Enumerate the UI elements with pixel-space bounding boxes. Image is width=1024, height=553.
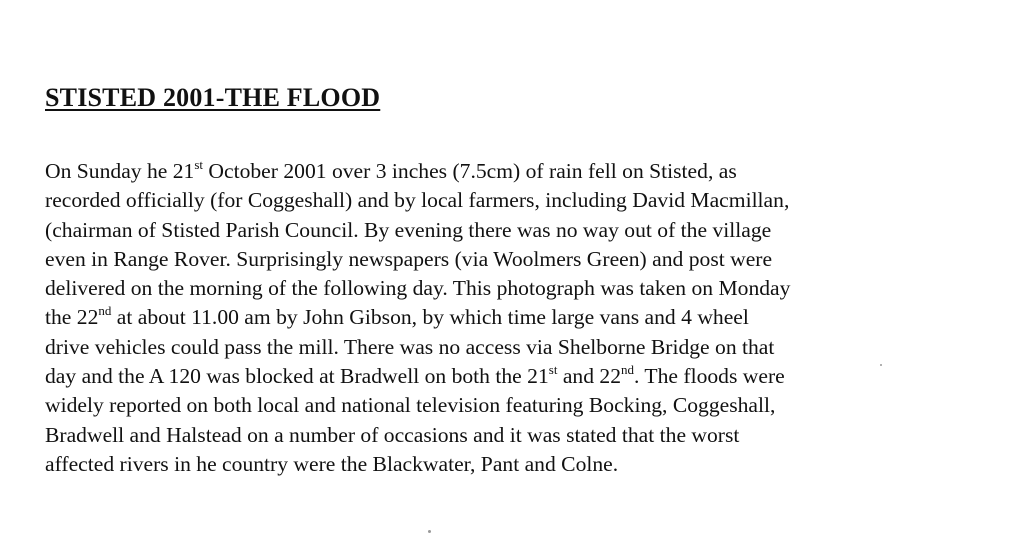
body-text-segment: day and the A 120 was blocked at Bradwell on both the 21: [45, 364, 549, 389]
ordinal-superscript: nd: [98, 303, 112, 319]
body-text-segment: On Sunday he 21: [45, 159, 195, 183]
ordinal-superscript: st: [194, 157, 204, 172]
scan-speck: [428, 530, 431, 533]
body-text-segment: recorded officially (for Coggeshall) and by local farmers, including David Macmillan,: [45, 188, 790, 213]
body-text-segment: affected rivers in he country were the Blackwater, Pant and Colne.: [45, 451, 619, 476]
body-line: [45, 303, 1005, 332]
body-paragraph: [45, 157, 1005, 479]
document-title: STISTED 2001-THE FLOOD: [45, 83, 381, 112]
body-line: [45, 362, 1005, 391]
ordinal-superscript: st: [548, 362, 558, 378]
body-text-segment: widely reported on both local and national television featuring Bocking, Coggeshall,: [45, 393, 776, 418]
body-line: [45, 450, 1005, 479]
body-line: [45, 216, 1005, 245]
body-text-segment: the 22: [45, 305, 99, 330]
body-text-segment: delivered on the morning of the following day. This photograph was taken on Monday: [45, 276, 791, 301]
body-text-segment: at about 11.00 am by John Gibson, by which time large vans and 4 wheel: [111, 305, 749, 330]
body-line: [45, 245, 1005, 274]
body-text-segment: . The floods were: [634, 364, 785, 389]
body-line: [45, 274, 1005, 303]
body-line: [45, 421, 1005, 450]
body-text-segment: October 2001 over 3 inches (7.5cm) of rain fell on Stisted, as: [203, 159, 737, 183]
body-text-segment: and 22: [557, 364, 622, 389]
body-text-segment: drive vehicles could pass the mill. There was no access via Shelborne Bridge on that: [45, 334, 775, 359]
body-text-segment: Bradwell and Halstead on a number of occasions and it was stated that the worst: [45, 422, 740, 447]
body-text-segment: even in Range Rover. Surprisingly newspapers (via Woolmers Green) and post were: [45, 246, 773, 271]
body-line: [45, 391, 1005, 420]
ordinal-superscript: nd: [621, 362, 635, 378]
body-line: [45, 157, 1005, 186]
scan-speck: [880, 364, 882, 366]
body-line: [45, 186, 1005, 215]
body-text-segment: (chairman of Stisted Parish Council. By evening there was no way out of the village: [45, 217, 772, 242]
body-line: [45, 333, 1005, 362]
